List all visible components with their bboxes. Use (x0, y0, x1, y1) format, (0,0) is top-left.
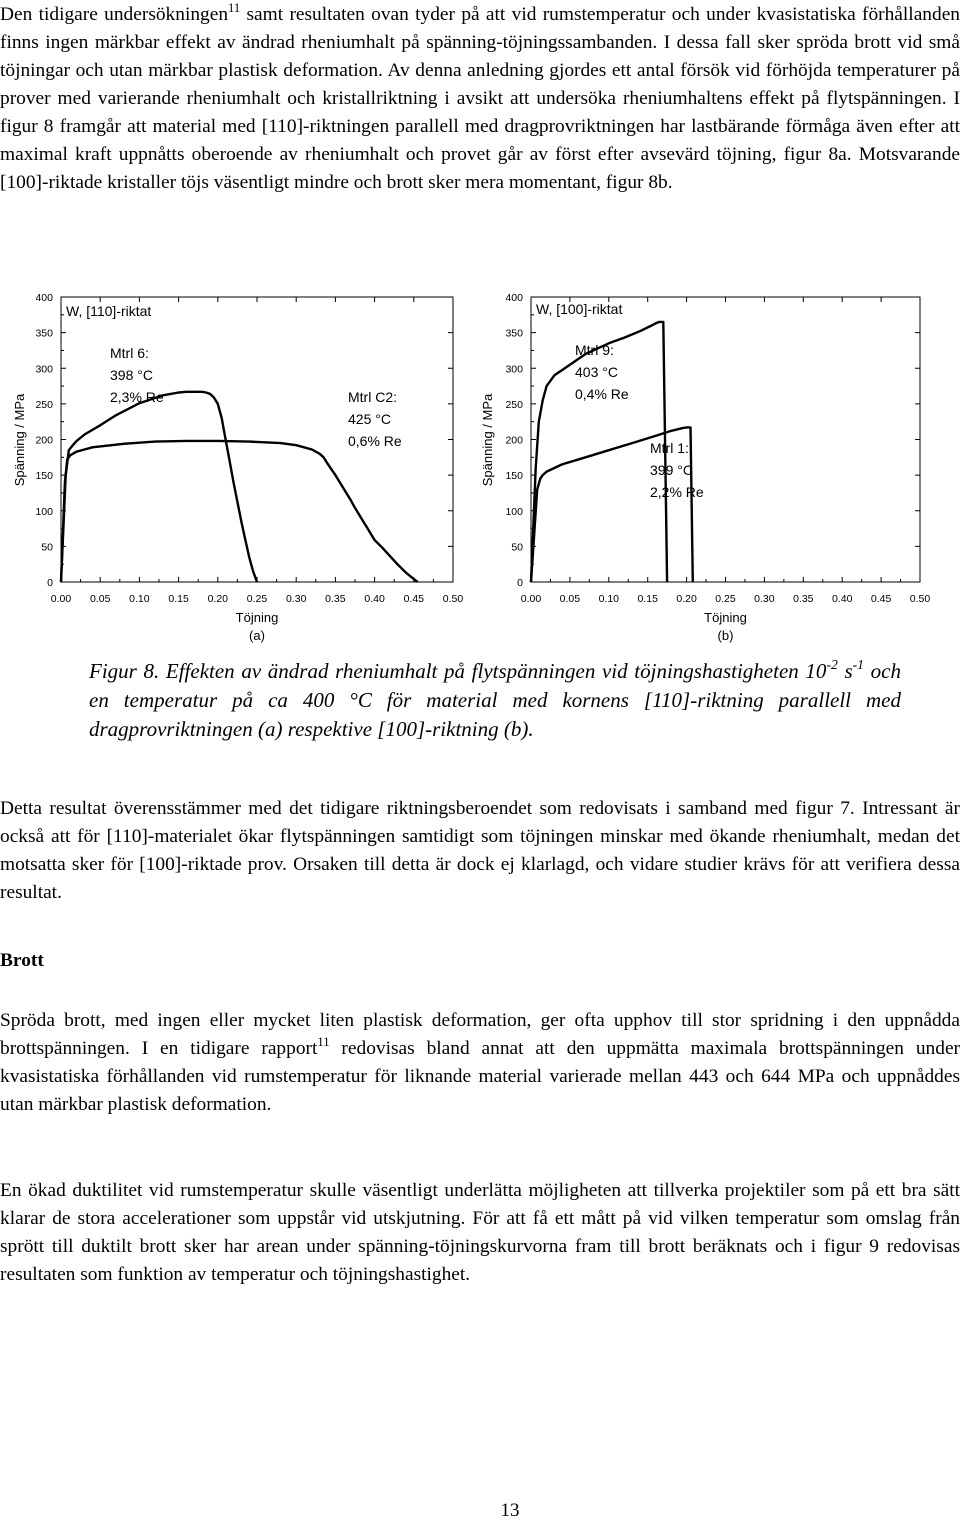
x-tick-label: 0.45 (870, 593, 892, 605)
y-tick-label: 0 (47, 577, 53, 589)
x-tick-label: 0.30 (754, 593, 775, 605)
x-axis-label: Töjning (235, 610, 279, 625)
page-number: 13 (500, 1500, 520, 1521)
y-tick-label: 400 (35, 292, 53, 304)
paragraph-ductility: En ökad duktilitet vid rumstemperatur skulle väsentligt underlätta möjligheten att tillverka projektiler som på ett bra sätt klarar de stora accelerationer som uppstår vid utskjutning. För att få ett mått på vid vilken temperatur som omslag från sprött till duktilt brott sker har arean under spänning-töjningskurvorna fram till brott beräknats och i figur 9 redovisas resultaten som funktion av temperatur och töjningshastighet. (0, 1180, 960, 1285)
chart-title: W, [100]-riktat (536, 301, 623, 317)
series-annotation-line: Mtrl 6: (110, 345, 149, 361)
y-tick-label: 50 (511, 541, 523, 554)
x-tick-label: 0.40 (831, 593, 853, 605)
series-annotation-line: 403 °C (575, 364, 618, 380)
y-tick-label: 200 (35, 434, 53, 447)
x-tick-label: 0.15 (168, 593, 189, 605)
para2-text-1: Spröda brott, med ingen eller mycket liten plastisk deformation, ger ofta upphov till stor spridning i den uppnådda brottspänningen. I en tidigare rapport (0, 1010, 960, 1059)
x-tick-label: 0.50 (909, 593, 931, 605)
x-tick-label: 0.00 (50, 593, 72, 605)
y-tick-label: 50 (41, 541, 53, 554)
series-annotation-line: 0,4% Re (575, 386, 629, 402)
series-annotation-line: Mtrl C2: (348, 389, 397, 405)
y-tick-label: 0 (517, 577, 523, 589)
caption-text-3: och en temperatur på ca 400 °C för material med kornens [110]-riktning parallell med dragprovriktningen (a) respektive [100]-riktning (b). (89, 659, 901, 741)
y-axis-label: Spänning / MPa (12, 393, 27, 487)
x-tick-label: 0.35 (325, 593, 346, 605)
series-annotation-line: 425 °C (348, 411, 391, 427)
caption-text-1: Figur 8. Effekten av ändrad rheniumhalt på flytspänningen vid töjningshastigheten 10 (89, 659, 827, 683)
intro-text-2: samt resultaten ovan tyder på att vid rumstemperatur och under kvasistatiska förhållanden finns ingen märkbar effekt av ändrad rheniumhalt på spänning-töjningssambanden. I dessa fall sker spröda brott vid små töjningar och utan märkbar plastisk deformation. Av denna anledning gjordes ett antal försök vid förhöjda temperaturer på prover med varierande rheniumhalt och kristallriktning i avsikt att undersöka rheniumhaltens effekt på flytspänningen. I figur 8 framgår att material med [110]-riktningen parallell med dragprovriktningen har lastbärande förmåga även efter att maximal kraft uppnåtts oberoende av rheniumhalt och provet går av först efter avsevärd töjning, figur 8a. Motsvarande [100]-riktade kristaller töjs väsentligt mindre och brott sker mera momentant, figur 8b. (0, 4, 960, 193)
x-tick-label: 0.25 (715, 593, 736, 605)
y-axis-label: Spänning / MPa (480, 393, 495, 487)
paragraph-results: Detta resultat överensstämmer med det tidigare riktningsberoendet som redovisats i samband med figur 7. Intressant är också att för [110]-materialet ökar flytspänningen samtidigt som töjningen minskar med ökande rheniumhalt, medan det motsatta sker för [100]-riktade prov. Orsaken till detta är dock ej klarlagd, och vidare studier krävs för att verifiera dessa resultat. (0, 798, 960, 903)
y-tick-label: 100 (505, 505, 523, 518)
x-tick-label: 0.05 (89, 593, 111, 605)
series-annotation-line: 2,2% Re (650, 484, 704, 500)
y-tick-label: 300 (35, 363, 53, 376)
series-annotation-line: Mtrl 1: (650, 440, 689, 456)
para2-ref-sup: 11 (317, 1034, 330, 1049)
x-tick-label: 0.05 (559, 593, 581, 605)
y-tick-label: 100 (35, 505, 53, 518)
x-tick-label: 0.30 (285, 593, 307, 605)
x-tick-label: 0.40 (364, 593, 385, 605)
para2-text-2: redovisas bland annat att den uppmätta maximala brottspänningen under kvasistatiska förhållanden vid rumstemperatur för liknande material varierade mellan 443 och 644 MPa och uppnåddes utan märkbar plastisk deformation. (0, 1038, 960, 1115)
x-tick-label: 0.10 (598, 593, 620, 605)
paragraph-brittle (0, 1007, 960, 1119)
series-annotation-line: 399 °C (650, 462, 693, 478)
y-tick-label: 250 (35, 398, 53, 411)
chart-title: W, [110]-riktat (66, 303, 152, 319)
section-heading-brott: Brott (0, 950, 44, 971)
series-annotation-line: 398 °C (110, 367, 153, 383)
x-tick-label: 0.35 (793, 593, 814, 605)
y-tick-label: 200 (505, 434, 523, 447)
intro-paragraph (0, 1, 960, 197)
y-tick-label: 150 (35, 470, 53, 483)
x-tick-label: 0.45 (403, 593, 425, 605)
figure-8 (0, 280, 960, 650)
x-tick-label: 0.00 (520, 593, 542, 605)
x-axis-label: Töjning (704, 610, 747, 625)
series-line (61, 392, 257, 582)
y-tick-label: 300 (505, 363, 523, 376)
x-tick-label: 0.15 (637, 593, 658, 605)
y-tick-label: 400 (505, 292, 523, 304)
caption-sup-1: -2 (826, 657, 838, 673)
series-annotation (575, 342, 629, 402)
series-annotation-line: 0,6% Re (348, 433, 402, 449)
x-tick-label: 0.10 (129, 593, 150, 605)
y-tick-label: 350 (505, 327, 523, 340)
series-annotation (650, 440, 704, 500)
series-annotation (110, 345, 164, 405)
y-tick-label: 350 (35, 327, 53, 340)
caption-text-2: s (837, 659, 853, 683)
y-tick-label: 250 (505, 398, 523, 411)
x-tick-label: 0.25 (246, 593, 268, 605)
x-tick-label: 0.50 (442, 593, 464, 605)
figure-caption (89, 657, 901, 743)
subfigure-label: (a) (249, 628, 265, 643)
x-tick-label: 0.20 (676, 593, 697, 605)
caption-sup-2: -1 (852, 657, 865, 673)
plot-frame (531, 297, 920, 582)
subfigure-label: (b) (717, 628, 734, 643)
chart-b (480, 292, 930, 643)
series-annotation-line: Mtrl 9: (575, 342, 614, 358)
series-annotation (348, 389, 402, 449)
intro-ref-sup: 11 (228, 0, 241, 15)
intro-text-1: Den tidigare undersökningen (0, 4, 229, 25)
x-tick-label: 0.20 (207, 593, 229, 605)
series-annotation-line: 2,3% Re (110, 389, 164, 405)
y-tick-label: 150 (505, 470, 523, 483)
chart-a (12, 292, 463, 643)
